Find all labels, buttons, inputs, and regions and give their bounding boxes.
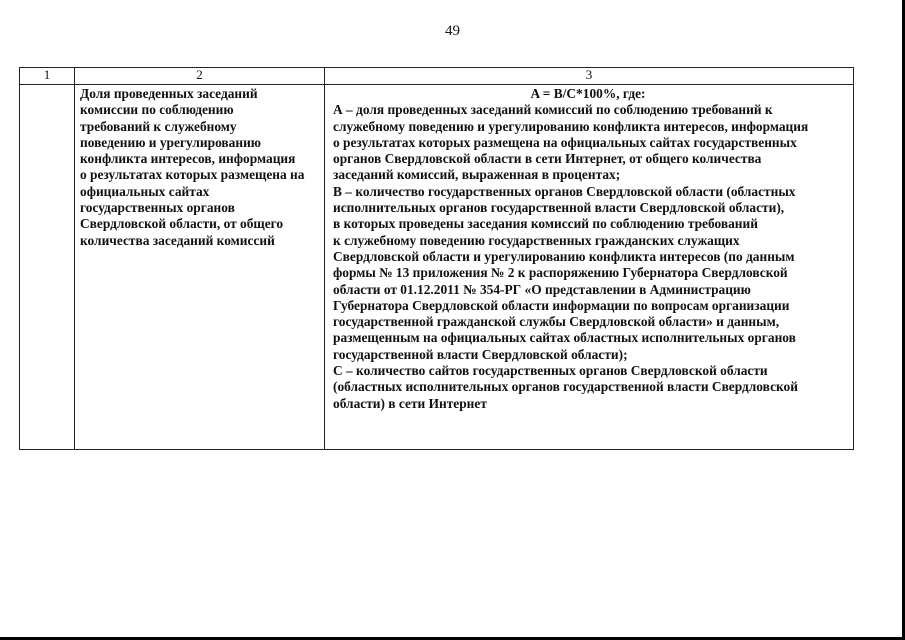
page-number: 49 xyxy=(445,23,460,39)
indicator-table xyxy=(19,67,854,450)
column-header-2: 2 xyxy=(75,68,325,85)
definition-c: С – количество сайтов государственных органов Свердловской области (областных исполнительных органов государственной власти Свердловской области) в сети Интернет xyxy=(333,363,798,411)
calculation-method-cell xyxy=(325,85,854,450)
column-header-3: 3 xyxy=(325,68,854,85)
definition-a: А – доля проведенных заседаний комиссий по соблюдению требований к служебному поведению и урегулированию конфликта интересов, информация о результатах которых размещена на официальных сайтах государственных органов Свердловской области в сети Интернет, от общего количества заседаний комиссий, выраженная в процентах; xyxy=(333,102,809,183)
table-row xyxy=(20,85,854,450)
indicator-name-cell: Доля проведенных заседаний комиссии по соблюдению требований к служебному поведению и урегулированию конфликта интересов, информация о результатах которых размещена на официальных сайтах государственных органов Свердловской области, от общего количества заседаний комиссий xyxy=(75,85,325,450)
row-number-cell xyxy=(20,85,75,450)
definition-b: В – количество государственных органов Свердловской области (областных исполнительных органов государственной власти Свердловской области), в которых проведены заседания комиссий по соблюдению требований к служебному поведению государственных гражданских служащих Свердловской области и урегулированию конфликта интересов (по данным формы № 13 приложения № 2 к распоряжению Губернатора Свердловской области от 01.12.2011 № 354-РГ «О представлении в Администрацию Губернатора Свердловской области информации по вопросам организации государственной гражданской службы Свердловской области» и данным, размещенным на официальных сайтах областных исполнительных органов государственной власти Свердловской области); xyxy=(333,183,796,362)
formula-text: A = B/C*100%, где: xyxy=(530,86,646,101)
column-header-1: 1 xyxy=(20,68,75,85)
table-header-row xyxy=(20,68,854,85)
